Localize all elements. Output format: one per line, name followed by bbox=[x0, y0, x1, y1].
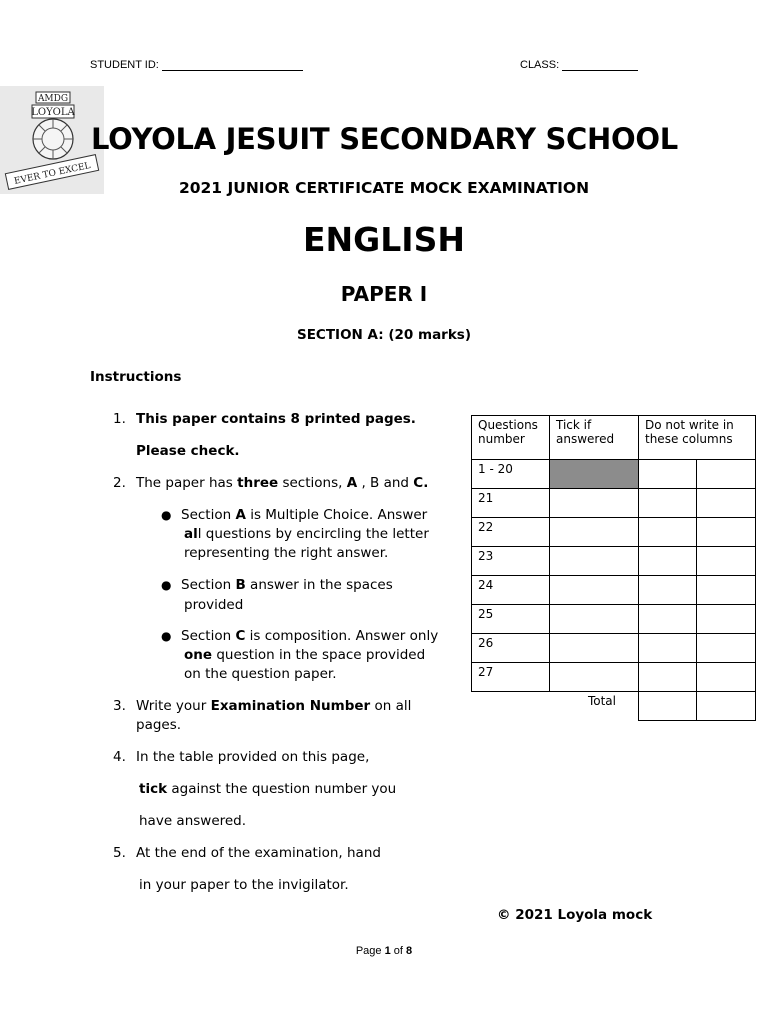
bullet-text: Section A is Multiple Choice. Answer bbox=[181, 507, 428, 523]
table-row bbox=[472, 605, 756, 634]
student-id-blank bbox=[162, 70, 303, 71]
instruction-text: At the end of the examination, hand bbox=[136, 845, 381, 861]
school-name: LOYOLA JESUIT SECONDARY SCHOOL bbox=[91, 122, 678, 156]
header-tick: Tick if answered bbox=[550, 416, 639, 460]
question-number: 1 - 20 bbox=[472, 460, 550, 489]
bullet-text: one question in the space provided bbox=[184, 647, 426, 663]
copyright: © 2021 Loyola mock bbox=[497, 907, 653, 923]
tick-cell[interactable] bbox=[550, 634, 639, 663]
class-field bbox=[520, 59, 638, 71]
page-number: Page 1 of 8 bbox=[355, 945, 413, 957]
marks-cell[interactable] bbox=[639, 663, 697, 692]
marks-cell[interactable] bbox=[639, 489, 697, 518]
table-row bbox=[472, 576, 756, 605]
marks-cell[interactable] bbox=[639, 547, 697, 576]
school-logo bbox=[0, 86, 104, 194]
logo-motto: EVER TO EXCEL bbox=[13, 160, 92, 187]
logo-amdg: AMDG bbox=[37, 94, 69, 104]
class-blank bbox=[562, 70, 638, 71]
subject-title: ENGLISH bbox=[303, 220, 465, 259]
bullet-text: provided bbox=[184, 597, 244, 613]
question-number: 22 bbox=[472, 518, 550, 547]
instruction-number: 4. bbox=[113, 749, 126, 765]
table-row bbox=[472, 547, 756, 576]
table-header-row bbox=[472, 416, 756, 460]
table-row bbox=[472, 489, 756, 518]
bullet-icon: ● bbox=[161, 578, 172, 592]
instruction-text: Write your Examination Number on all bbox=[136, 698, 412, 714]
bullet-text: on the question paper. bbox=[184, 666, 337, 682]
marks-cell[interactable] bbox=[639, 634, 697, 663]
marks-cell[interactable] bbox=[697, 460, 756, 489]
tick-cell-shaded bbox=[550, 460, 639, 489]
marks-cell[interactable] bbox=[697, 547, 756, 576]
instruction-text: in your paper to the invigilator. bbox=[139, 877, 349, 893]
table-row bbox=[472, 663, 756, 692]
instruction-text: Please check. bbox=[136, 443, 240, 459]
total-cell[interactable] bbox=[697, 692, 756, 721]
instruction-text: have answered. bbox=[139, 813, 247, 829]
marks-cell[interactable] bbox=[697, 518, 756, 547]
logo-name: LOYOLA bbox=[31, 107, 75, 118]
question-number: 27 bbox=[472, 663, 550, 692]
marks-cell[interactable] bbox=[639, 460, 697, 489]
marks-cell[interactable] bbox=[697, 489, 756, 518]
instruction-number: 1. bbox=[113, 411, 126, 427]
total-cell[interactable] bbox=[639, 692, 697, 721]
marks-cell[interactable] bbox=[697, 576, 756, 605]
class-label: CLASS: bbox=[520, 59, 560, 71]
tick-cell[interactable] bbox=[550, 663, 639, 692]
bullet-text: Section B answer in the spaces bbox=[181, 577, 393, 593]
instructions-heading: Instructions bbox=[90, 369, 182, 385]
marks-cell[interactable] bbox=[697, 634, 756, 663]
total-label: Total bbox=[587, 694, 616, 708]
marks-cell[interactable] bbox=[697, 605, 756, 634]
marks-cell[interactable] bbox=[639, 605, 697, 634]
question-number: 23 bbox=[472, 547, 550, 576]
marks-table bbox=[471, 415, 756, 721]
tick-cell[interactable] bbox=[550, 605, 639, 634]
table-row bbox=[472, 518, 756, 547]
bullet-text: representing the right answer. bbox=[184, 545, 389, 561]
table-total-row bbox=[472, 692, 756, 721]
instruction-number: 2. bbox=[113, 475, 126, 491]
header-do-not-write: Do not write in these columns bbox=[639, 416, 756, 460]
instruction-text: tick against the question number you bbox=[139, 781, 397, 797]
instruction-number: 3. bbox=[113, 698, 126, 714]
exam-title: 2021 JUNIOR CERTIFICATE MOCK EXAMINATION bbox=[178, 179, 590, 197]
marks-cell[interactable] bbox=[697, 663, 756, 692]
student-id-label: STUDENT ID: bbox=[90, 59, 159, 71]
table-row bbox=[472, 460, 756, 489]
tick-cell[interactable] bbox=[550, 547, 639, 576]
section-title: SECTION A: (20 marks) bbox=[296, 327, 472, 343]
tick-cell[interactable] bbox=[550, 489, 639, 518]
question-number: 21 bbox=[472, 489, 550, 518]
question-number: 25 bbox=[472, 605, 550, 634]
question-number: 26 bbox=[472, 634, 550, 663]
tick-cell[interactable] bbox=[550, 518, 639, 547]
marks-cell[interactable] bbox=[639, 518, 697, 547]
instruction-text: pages. bbox=[136, 717, 182, 733]
instruction-number: 5. bbox=[113, 845, 126, 861]
student-id-field bbox=[90, 59, 303, 71]
bullet-text: Section C is composition. Answer only bbox=[181, 628, 439, 644]
tick-cell[interactable] bbox=[550, 576, 639, 605]
marks-cell[interactable] bbox=[639, 576, 697, 605]
bullet-icon: ● bbox=[161, 508, 172, 522]
table-row bbox=[472, 634, 756, 663]
bullet-icon: ● bbox=[161, 629, 172, 643]
instruction-text: This paper contains 8 printed pages. bbox=[136, 411, 416, 427]
instruction-text: In the table provided on this page, bbox=[136, 749, 370, 765]
question-number: 24 bbox=[472, 576, 550, 605]
paper-title: PAPER I bbox=[340, 282, 428, 306]
header-questions: Questions number bbox=[472, 416, 550, 460]
bullet-text: all questions by encircling the letter bbox=[184, 526, 429, 542]
instruction-text: The paper has three sections, A , B and C. bbox=[136, 475, 429, 491]
